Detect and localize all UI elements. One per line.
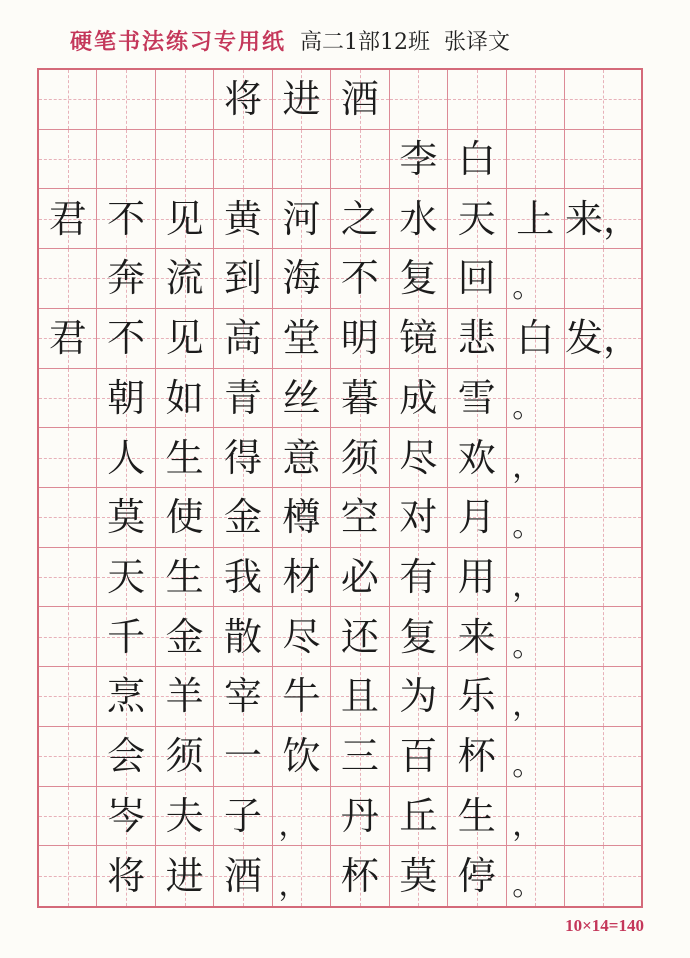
grid-cell [39,667,97,727]
grid-cell [448,70,506,130]
grid-cell [390,787,448,847]
handwritten-char: 来 [457,614,496,659]
grid-cell [565,309,641,369]
grid-cell [390,846,448,906]
handwritten-char: ， [512,449,543,485]
grid-cell [97,607,155,667]
handwritten-char: 青 [224,375,263,420]
grid-cell [273,249,331,309]
grid-cell [390,249,448,309]
handwritten-char: 不 [340,256,379,301]
grid-cell [507,369,565,429]
handwritten-char: 如 [165,375,204,420]
grid-cell [331,488,389,548]
grid-cell [565,249,641,309]
handwritten-char: 三 [340,734,379,779]
handwritten-char: 乐 [457,674,496,719]
handwritten-char: 烹 [107,674,146,719]
grid-cell [39,309,97,369]
handwritten-char: 奔 [107,256,146,301]
grid-cell [331,667,389,727]
grid-cell [39,70,97,130]
grid-count-label: 10×14=140 [565,916,644,935]
handwritten-char: 回 [457,256,496,301]
grid-cell [507,70,565,130]
grid-cell [39,369,97,429]
handwritten-char: 得 [224,435,263,480]
grid-cell [97,70,155,130]
handwritten-char: 对 [399,495,438,540]
grid-cell [448,846,506,906]
grid-cell [156,607,214,667]
grid-cell [565,727,641,787]
grid-cell [156,369,214,429]
grid-cell [331,70,389,130]
handwritten-char: 空 [340,495,379,540]
grid-cell [214,249,272,309]
grid-cell [214,548,272,608]
handwritten-char: 来， [564,196,641,241]
grid-cell [507,548,565,608]
grid-cell [39,846,97,906]
grid-cell [565,607,641,667]
grid-cell [565,787,641,847]
grid-cell [331,607,389,667]
grid-cell [507,309,565,369]
handwritten-char: 酒 [224,854,263,899]
grid-cell [39,130,97,190]
handwritten-char: ， [278,868,309,904]
grid-cell [565,369,641,429]
handwritten-char: 黄 [224,196,263,241]
handwritten-char: 夫 [165,793,204,838]
handwritten-char: 镜 [399,316,438,361]
grid-cell [331,249,389,309]
grid-cell [214,787,272,847]
handwritten-char: 停 [457,854,496,899]
grid-cell [39,488,97,548]
grid-cell [507,846,565,906]
handwritten-char: 为 [399,674,438,719]
handwritten-char: 还 [340,614,379,659]
handwritten-char: 须 [340,435,379,480]
grid-cell [448,249,506,309]
grid-cell [565,130,641,190]
handwritten-char: 。 [512,270,543,306]
handwritten-char: 金 [224,495,263,540]
grid-cell [214,727,272,787]
grid-cell [390,548,448,608]
handwritten-char: 。 [512,868,543,904]
grid-cell [273,548,331,608]
handwritten-char: 杯 [340,854,379,899]
grid-cell [390,488,448,548]
grid-cell [273,428,331,488]
grid-cell [39,607,97,667]
practice-grid [37,68,643,908]
handwritten-char: 。 [512,509,543,545]
handwritten-char: 欢 [457,435,496,480]
handwritten-char: 流 [165,256,204,301]
handwritten-char: 进 [282,77,321,122]
grid-cell [39,787,97,847]
grid-cell [448,727,506,787]
grid-cell [390,607,448,667]
grid-cell [390,130,448,190]
handwritten-char: 见 [165,196,204,241]
grid-cell [390,667,448,727]
handwritten-char: 材 [282,555,321,600]
handwritten-char: 。 [512,389,543,425]
grid-cell [39,428,97,488]
grid-cell [214,70,272,130]
grid-cell [507,727,565,787]
handwritten-char: 百 [399,734,438,779]
grid-cell [214,667,272,727]
grid-cell [214,428,272,488]
grid-cell [273,667,331,727]
handwritten-char: 将 [224,77,263,122]
grid-cell [273,189,331,249]
handwritten-char: 君 [48,196,87,241]
paper-title: 硬笔书法练习专用纸 [70,30,287,55]
handwritten-char: 复 [399,614,438,659]
grid-cell [214,309,272,369]
handwritten-char: 。 [512,628,543,664]
handwritten-char: 到 [224,256,263,301]
grid-cell [507,607,565,667]
grid-cell [565,548,641,608]
grid-cell [156,428,214,488]
grid-cell [448,189,506,249]
handwritten-char: 堂 [282,316,321,361]
handwritten-char: 不 [107,316,146,361]
handwritten-char: ， [512,569,543,605]
handwritten-char: 天 [107,555,146,600]
grid-cell [97,787,155,847]
grid-cell [448,548,506,608]
grid-cell [273,369,331,429]
grid-cell [565,428,641,488]
handwritten-char: 有 [399,555,438,600]
grid-cell [331,787,389,847]
grid-cell [390,727,448,787]
handwritten-char: 海 [282,256,321,301]
handwritten-char: 饮 [282,734,321,779]
grid-cell [39,189,97,249]
paper-header [70,14,670,56]
grid-cell [565,70,641,130]
grid-cell [448,309,506,369]
grid-cell [156,249,214,309]
grid-cell [273,130,331,190]
handwritten-char: 宰 [224,674,263,719]
grid-cell [156,309,214,369]
grid-cell [273,70,331,130]
handwritten-char: 使 [165,495,204,540]
grid-cell [448,607,506,667]
handwritten-char: 上 [516,196,555,241]
grid-cell [565,846,641,906]
handwritten-char: 悲 [457,316,496,361]
handwritten-char: 丹 [340,793,379,838]
grid-cell [214,130,272,190]
handwritten-char: 白 [516,316,555,361]
grid-cell [331,369,389,429]
handwritten-char: 莫 [399,854,438,899]
grid-cell [331,727,389,787]
handwritten-char: 羊 [165,674,204,719]
handwritten-char: 须 [165,734,204,779]
grid-cell [448,787,506,847]
grid-cell [507,428,565,488]
grid-cell [331,548,389,608]
grid-cell [507,787,565,847]
handwritten-char: 且 [340,674,379,719]
handwritten-char: 成 [399,375,438,420]
grid-cell [39,548,97,608]
grid-cell [507,189,565,249]
grid-cell [448,488,506,548]
grid-cell [97,488,155,548]
handwritten-char: ， [512,688,543,724]
grid-cell [97,369,155,429]
grid-cell [39,249,97,309]
handwritten-char: 丝 [282,375,321,420]
grid-cell [156,787,214,847]
grid-cell [390,70,448,130]
grid-cell [214,488,272,548]
handwritten-char: 尽 [399,435,438,480]
handwritten-char: 我 [224,555,263,600]
handwritten-char: 一 [224,734,263,779]
handwritten-char: 高 [224,316,263,361]
handwritten-char: 白 [457,137,496,182]
grid-cell [97,727,155,787]
handwritten-char: 君 [48,316,87,361]
handwritten-char: 进 [165,854,204,899]
grid-cell [507,130,565,190]
grid-cell [214,369,272,429]
grid-cell [156,846,214,906]
handwritten-char: 之 [340,196,379,241]
student-name: 张译文 [444,30,511,55]
grid-cell [565,189,641,249]
class-info: 高二1部12班 [300,30,431,55]
grid-cell [97,846,155,906]
handwritten-char: 生 [457,793,496,838]
grid-cell [390,189,448,249]
grid-cell [390,369,448,429]
grid-cell [156,667,214,727]
handwritten-char: 尽 [282,614,321,659]
grid-cell [273,488,331,548]
grid-cell [331,189,389,249]
grid-cell [331,309,389,369]
grid-cell [331,130,389,190]
handwritten-char: 散 [224,614,263,659]
handwritten-char: 雪 [457,375,496,420]
grid-cell [97,189,155,249]
handwritten-char: 月 [457,495,496,540]
grid-cell [156,488,214,548]
handwritten-char: 将 [107,854,146,899]
grid-cell [156,70,214,130]
grid-cell [273,787,331,847]
handwritten-char: 金 [165,614,204,659]
handwritten-char: 牛 [282,674,321,719]
grid-cell [507,249,565,309]
handwritten-char: 千 [107,614,146,659]
grid-cell [273,607,331,667]
handwritten-char: 见 [165,316,204,361]
handwritten-char: 明 [340,316,379,361]
grid-cell [448,369,506,429]
handwritten-char: 丘 [399,793,438,838]
grid-cell [97,249,155,309]
handwritten-char: 天 [457,196,496,241]
grid-cell [97,130,155,190]
grid-cell [565,667,641,727]
grid-cell [448,130,506,190]
grid-cell [214,189,272,249]
handwritten-char: 发， [564,316,641,361]
grid-cell [156,548,214,608]
handwritten-char: 朝 [107,375,146,420]
grid-cell [273,846,331,906]
grid-cell [97,309,155,369]
handwritten-char: 杯 [457,734,496,779]
grid-cell [507,667,565,727]
handwritten-char: 水 [399,196,438,241]
handwritten-char: 不 [107,196,146,241]
handwritten-char: 生 [165,435,204,480]
grid-cell [156,727,214,787]
grid-cell [97,548,155,608]
grid-cell [448,667,506,727]
handwritten-char: 莫 [107,495,146,540]
grid-cell [331,846,389,906]
grid-cell [331,428,389,488]
handwritten-char: 李 [399,137,438,182]
handwritten-char: 暮 [340,375,379,420]
grid-cell [97,667,155,727]
handwritten-char: 必 [340,555,379,600]
grid-cell [214,607,272,667]
handwritten-char: 复 [399,256,438,301]
grid-cell [156,189,214,249]
grid-cell [448,428,506,488]
handwritten-char: 会 [107,734,146,779]
handwritten-char: 樽 [282,495,321,540]
grid-cell [273,727,331,787]
handwritten-char: 岑 [107,793,146,838]
grid-cell [214,846,272,906]
handwritten-char: 。 [512,748,543,784]
handwritten-char: ， [278,807,309,843]
handwritten-char: 用 [457,555,496,600]
handwritten-char: 人 [107,435,146,480]
grid-cell [156,130,214,190]
handwritten-char: 河 [282,196,321,241]
grid-cell [390,428,448,488]
grid-cell [97,428,155,488]
grid-cell [273,309,331,369]
handwritten-char: 生 [165,555,204,600]
grid-cell [507,488,565,548]
grid-cell [565,488,641,548]
handwritten-char: 子 [224,793,263,838]
grid-cell [390,309,448,369]
handwritten-char: ， [512,807,543,843]
grid-cell [39,727,97,787]
handwritten-char: 意 [282,435,321,480]
handwritten-char: 酒 [340,77,379,122]
